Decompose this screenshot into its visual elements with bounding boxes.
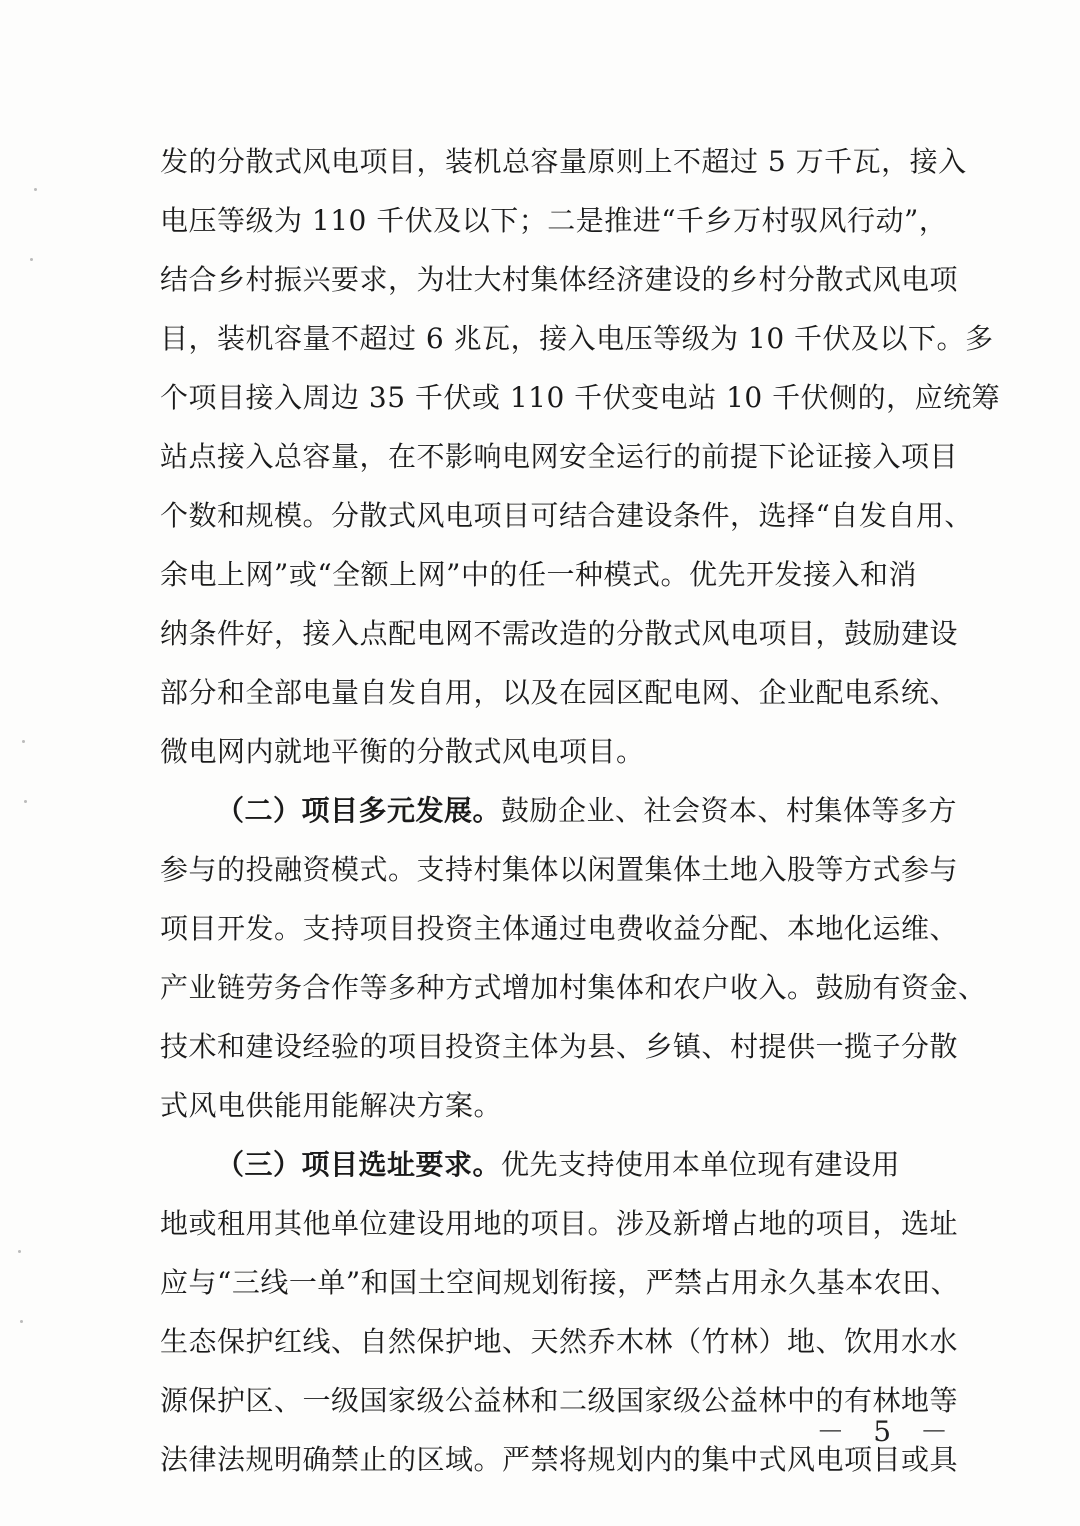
paragraph-line: 目，装机容量不超过 6 兆瓦，接入电压等级为 10 千伏及以下。多: [160, 322, 994, 355]
paragraph-line: 站点接入总容量，在不影响电网安全运行的前提下论证接入项目: [160, 440, 959, 473]
scan-speck: [34, 188, 37, 191]
paragraph-line: 部分和全部电量自发自用，以及在园区配电网、企业配电系统、: [160, 676, 959, 709]
paragraph-line: 应与“三线一单”和国土空间规划衔接，严禁占用永久基本农田、: [160, 1266, 960, 1299]
paragraph-line: 技术和建设经验的项目投资主体为县、乡镇、村提供一揽子分散: [160, 1030, 959, 1063]
paragraph-line: 式风电供能用能解决方案。: [160, 1089, 503, 1122]
scan-speck: [30, 258, 33, 261]
paragraph-line: 余电上网”或“全额上网”中的任一种模式。优先开发接入和消: [160, 558, 917, 591]
paragraph-line: 项目开发。支持项目投资主体通过电费收益分配、本地化运维、: [160, 912, 959, 945]
paragraph-line: 微电网内就地平衡的分散式风电项目。: [160, 735, 645, 768]
paragraph-line: 法律法规明确禁止的区域。严禁将规划内的集中式风电项目或具: [160, 1443, 959, 1476]
paragraph-line: 电压等级为 110 千伏及以下；二是推进“千乡万村驭风行动”，: [160, 204, 948, 237]
scan-speck: [18, 1250, 21, 1253]
scan-speck: [20, 1320, 23, 1323]
paragraph-line: 结合乡村振兴要求，为壮大村集体经济建设的乡村分散式风电项: [160, 263, 959, 296]
section-3-first-line-text: 优先支持使用本单位现有建设用: [501, 1148, 901, 1181]
body-text: [160, 132, 1001, 1489]
paragraph-line: 纳条件好，接入点配电网不需改造的分散式风电项目，鼓励建设: [160, 617, 959, 650]
paragraph-line: 个项目接入周边 35 千伏或 110 千伏变电站 10 千伏侧的，应统筹: [160, 381, 1001, 414]
scan-speck: [22, 740, 25, 743]
paragraph-line: 地或租用其他单位建设用地的项目。涉及新增占地的项目，选址: [160, 1207, 959, 1240]
paragraph-line: 产业链劳务合作等多种方式增加村集体和农户收入。鼓励有资金、: [160, 971, 987, 1004]
section-3-heading: （三）项目选址要求。: [216, 1148, 502, 1181]
section-2-first-line: [160, 781, 958, 840]
paragraph-line: 参与的投融资模式。支持村集体以闲置集体土地入股等方式参与: [160, 853, 959, 886]
scan-speck: [24, 800, 27, 803]
page-number: － 5 －: [816, 1415, 958, 1448]
paragraph-line: 生态保护红线、自然保护地、天然乔木林（竹林）地、饮用水水: [160, 1325, 959, 1358]
section-2-heading: （二）项目多元发展。: [216, 794, 502, 827]
paragraph-line: 发的分散式风电项目，装机总容量原则上不超过 5 万千瓦，接入: [160, 145, 967, 178]
section-3-first-line: [160, 1135, 950, 1194]
paragraph-line: 源保护区、一级国家级公益林和二级国家级公益林中的有林地等: [160, 1384, 959, 1417]
section-2-first-line-text: 鼓励企业、社会资本、村集体等多方: [501, 794, 958, 827]
paragraph-line: 个数和规模。分散式风电项目可结合建设条件，选择“自发自用、: [160, 499, 973, 532]
